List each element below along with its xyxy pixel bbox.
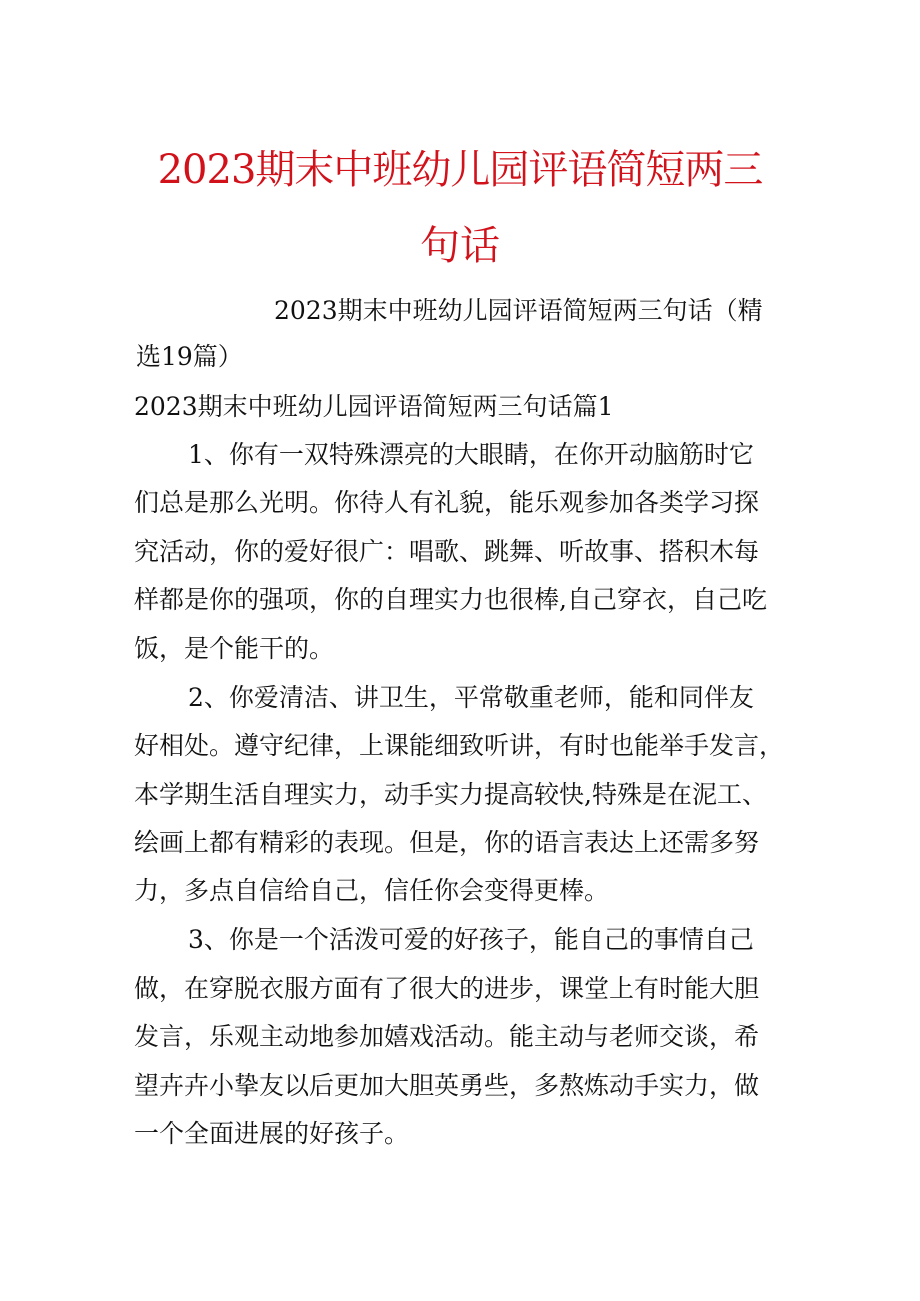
paragraph-1-line-5: 饭，是个能干的。	[134, 634, 335, 663]
document-title-line-2: 句话	[420, 223, 500, 269]
paragraph-1-line-3: 究活动，你的爱好很广：唱歌、跳舞、听故事、搭积木每	[134, 537, 760, 566]
paragraph-1-line-4: 样都是你的强项，你的自理实力也很棒,自己穿衣，自己吃	[134, 585, 767, 614]
paragraph-1-line-1: 1、你有一双特殊漂亮的大眼睛，在你开动脑筋时它	[188, 440, 754, 469]
paragraph-3-line-4: 望卉卉小挚友以后更加大胆英勇些，多熬炼动手实力，做	[134, 1071, 760, 1100]
section-heading: 2023期末中班幼儿园评语简短两三句话篇1	[134, 392, 614, 421]
paragraph-2-line-4: 绘画上都有精彩的表现。但是，你的语言表达上还需多努	[134, 828, 760, 857]
paragraph-3-line-5: 一个全面进展的好孩子。	[134, 1119, 410, 1148]
subtitle-line-2: 选19篇）	[136, 342, 243, 371]
paragraph-2-line-2: 好相处。遵守纪律，上课能细致听讲，有时也能举手发言，	[134, 731, 785, 760]
paragraph-2-line-1: 2、你爱清洁、讲卫生，平常敬重老师，能和同伴友	[188, 683, 754, 712]
paragraph-3-line-2: 做，在穿脱衣服方面有了很大的进步，课堂上有时能大胆	[134, 974, 760, 1003]
paragraph-3-line-1: 3、你是一个活泼可爱的好孩子，能自己的事情自己	[188, 925, 754, 954]
document-body	[134, 0, 814, 1301]
paragraph-1-line-2: 们总是那么光明。你待人有礼貌，能乐观参加各类学习探	[134, 488, 760, 517]
paragraph-2-line-5: 力，多点自信给自己，信任你会变得更棒。	[134, 876, 610, 905]
document-title-line-1: 2023期末中班幼儿园评语简短两三	[157, 147, 763, 193]
paragraph-2-line-3: 本学期生活自理实力，动手实力提高较快,特殊是在泥工、	[134, 780, 767, 809]
paragraph-3-line-3: 发言，乐观主动地参加嬉戏活动。能主动与老师交谈，希	[134, 1022, 760, 1051]
subtitle-line-1: 2023期末中班幼儿园评语简短两三句话（精	[274, 296, 763, 325]
